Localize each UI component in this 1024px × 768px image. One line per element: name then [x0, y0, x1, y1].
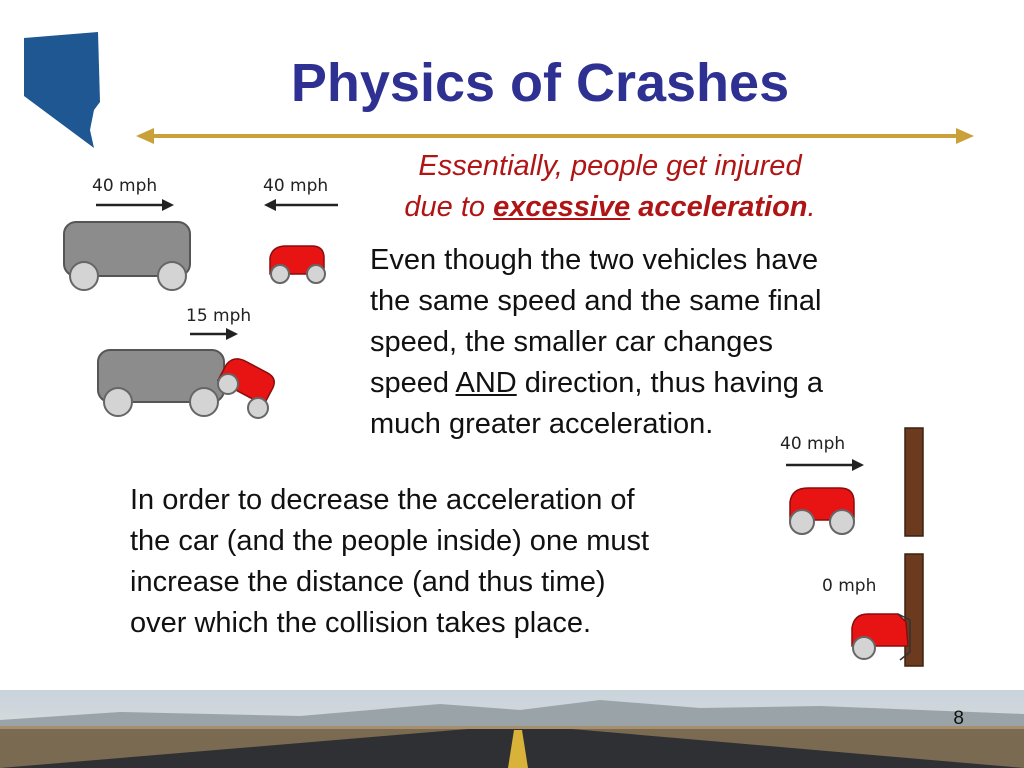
wall-after-speed-label: 0 mph [822, 576, 877, 596]
small-car-icon [784, 480, 864, 540]
key-statement-suffix: . [807, 191, 816, 223]
collided-vehicles-icon [92, 344, 292, 424]
emphasis-acceleration: acceleration [638, 191, 808, 223]
explanation-line: speed, the smaller car changes [370, 326, 773, 358]
solution-line: over which the collision takes place. [130, 607, 592, 639]
nevada-state-icon [20, 30, 110, 150]
solution-line: increase the distance (and thus time) [130, 566, 606, 598]
explanation-text: speed [370, 367, 456, 399]
right-arrow-icon [96, 198, 176, 212]
car-speed-label: 40 mph [263, 176, 329, 196]
key-statement-prefix: due to [404, 191, 494, 223]
double-arrow-icon [134, 124, 976, 148]
small-car-icon [264, 240, 334, 290]
road-landscape-banner [0, 690, 1024, 768]
right-arrow-icon [786, 458, 866, 472]
key-statement [340, 146, 880, 228]
explanation-line [370, 363, 930, 404]
explanation-paragraph [370, 240, 930, 445]
emphasis-excessive: excessive [493, 191, 631, 223]
solution-line: In order to decrease the acceleration of [130, 484, 635, 516]
page-title: Physics of Crashes [290, 53, 790, 113]
underlined-and: AND [455, 367, 517, 399]
solution-paragraph [130, 480, 780, 644]
solution-line: the car (and the people inside) one must [130, 525, 650, 557]
explanation-line: the same speed and the same final [370, 285, 822, 317]
explanation-line: much greater acceleration. [370, 408, 714, 440]
crashed-car-icon [848, 604, 918, 664]
truck-icon [60, 218, 200, 298]
key-statement-line-2 [340, 187, 880, 228]
explanation-text: direction, thus having a [516, 367, 824, 399]
wall-icon [902, 426, 928, 538]
key-statement-line-1: Essentially, people get injured [418, 150, 802, 182]
wall-before-speed-label: 40 mph [780, 434, 846, 454]
right-arrow-icon [190, 327, 240, 341]
left-arrow-icon [264, 198, 338, 212]
after-speed-label: 15 mph [186, 306, 252, 326]
explanation-line: Even though the two vehicles have [370, 244, 819, 276]
truck-speed-label: 40 mph [92, 176, 158, 196]
page-number: 8 [953, 708, 964, 729]
